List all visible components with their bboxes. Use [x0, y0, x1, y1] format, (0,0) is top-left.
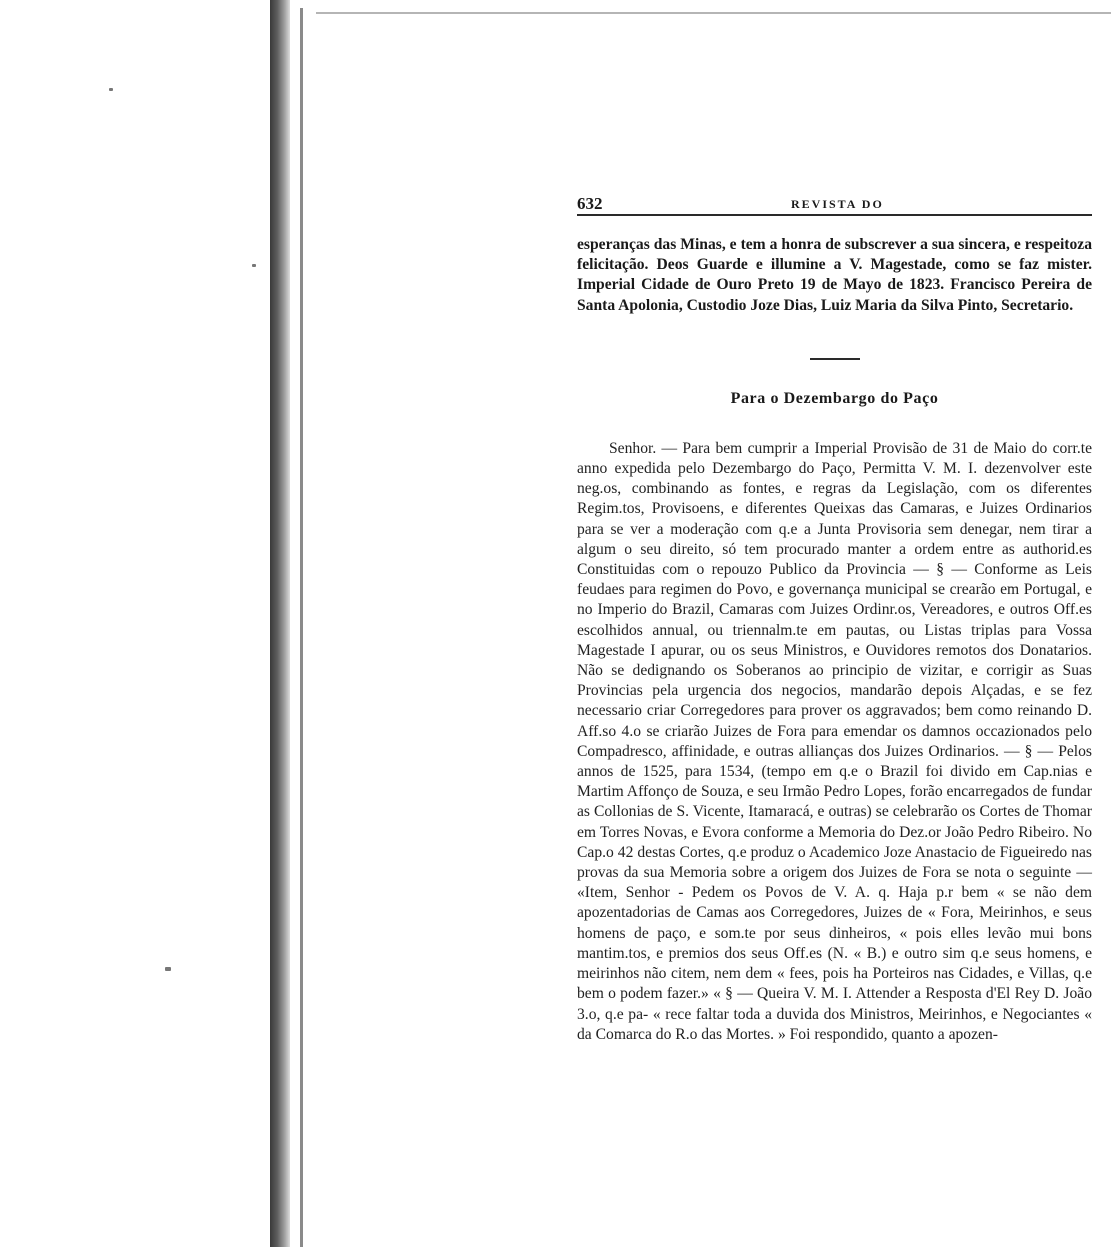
- section-title: Para o Dezembargo do Paço: [730, 389, 939, 407]
- scan-speck: [165, 967, 171, 971]
- book-gutter-shadow: [270, 0, 290, 1247]
- page-top-edge: [316, 12, 1111, 14]
- book-page: [577, 192, 1092, 1045]
- book-gutter-line: [300, 8, 303, 1247]
- running-head: [577, 192, 1092, 214]
- running-title: REVISTA DO: [791, 197, 884, 211]
- facing-page-margin: [0, 0, 272, 1247]
- opening-paragraph: esperanças das Minas, e tem a honra de subscrever a sua sincera, e respeitoza felicitação. Deos Guarde e illumine a V. Magestade, como se faz mister. Imperial Cidade de Ouro Preto 19 de Mayo de 1823. Francisco Pereira de Santa Apolonia, Custodio Joze Dias, Luiz Maria da Silva Pinto, Secretario.: [577, 236, 1092, 314]
- section-divider: [810, 358, 860, 360]
- header-rule: [577, 214, 1092, 216]
- page-number: 632: [577, 194, 603, 213]
- section-body: Senhor. — Para bem cumprir a Imperial Provisão de 31 de Maio do corr.te anno expedida pelo Dezembargo do Paço, Permitta V. M. I. dezenvolver este neg.os, combinando as fontes, e regras da Legislação, com os diferentes Regim.tos, Provisoens, e diferentes Queixas das Camaras, e Juizes Ordinarios para se ver a moderação com q.e a Junta Provisoria sem denegar, nem tirar a algum o seu direito, só tem procurado manter a ordem entre as authorid.es Constituidas com o repouzo Publico da Provincia — § — Conforme as Leis feudaes para regimen do Povo, e governança municipal se crearão em Portugal, e no Imperio do Brazil, Camaras com Juizes Ordinr.os, Vereadores, e outros Off.es escolhidos annual, ou triennalm.te em pautas, ou Listas triplas para Vossa Magestade I apurar, ou os seus Ministros, e Ouvidores remotos dos Donatarios. Não se dedignando os Soberanos ao principio de vizitar, e corrigir as Suas Provincias pela urgencia dos negocios, mandarão depois Alçadas, e se fez necessario criar Corregedores para prover os aggravados; bem como reinando D. Aff.so 4.o se criarão Juizes de Fora para emendar os damnos occazionados pelo Compadresco, affinidade, e outras allianças dos Juizes Ordinarios. — § — Pelos annos de 1525, para 1534, (tempo em q.e o Brazil foi divido em Cap.nias e Martim Affonço de Souza, e seu Irmão Pedro Lopes, forão encarregados de fundar as Collonias de S. Vicente, Itamaracá, e outras) se celebrarão os Cortes de Thomar em Torres Novas, e Evora conforme a Memoria do Dez.or João Pedro Ribeiro. No Cap.o 42 destas Cortes, q.e produz o Academico Joze Anastacio de Figueiredo nas provas da sua Memoria sobre a origem dos Juizes de Fora se nota o seguinte — «Item, Senhor - Pedem os Povos de V. A. q. Haja p.r bem « se não dem apozentadorias de Camas aos Corregedores, Juizes de « Fora, Meirinhos, e seus homens de paço, e som.te por seus dinheiros, « pois elles levão mui bons mantim.tos, e premios dos seus Off.es (N. « B.) e outro sim q.e seus homens, e meirinhos não citem, nem dem « fees, pois ha Porteiros nas Cidades, e Villas, q.e bem o podem fazer.» « § — Queira V. M. I. Attender a Resposta d'El Rey D. João 3.o, q.e pa- « rece faltar toda a duvida dos Ministros, Meirinhos, e Negociantes « da Comarca do R.o das Mortes. » Foi respondido, quanto a apozen-: [577, 439, 1092, 1043]
- scan-speck: [252, 264, 256, 267]
- scan-speck: [109, 88, 113, 91]
